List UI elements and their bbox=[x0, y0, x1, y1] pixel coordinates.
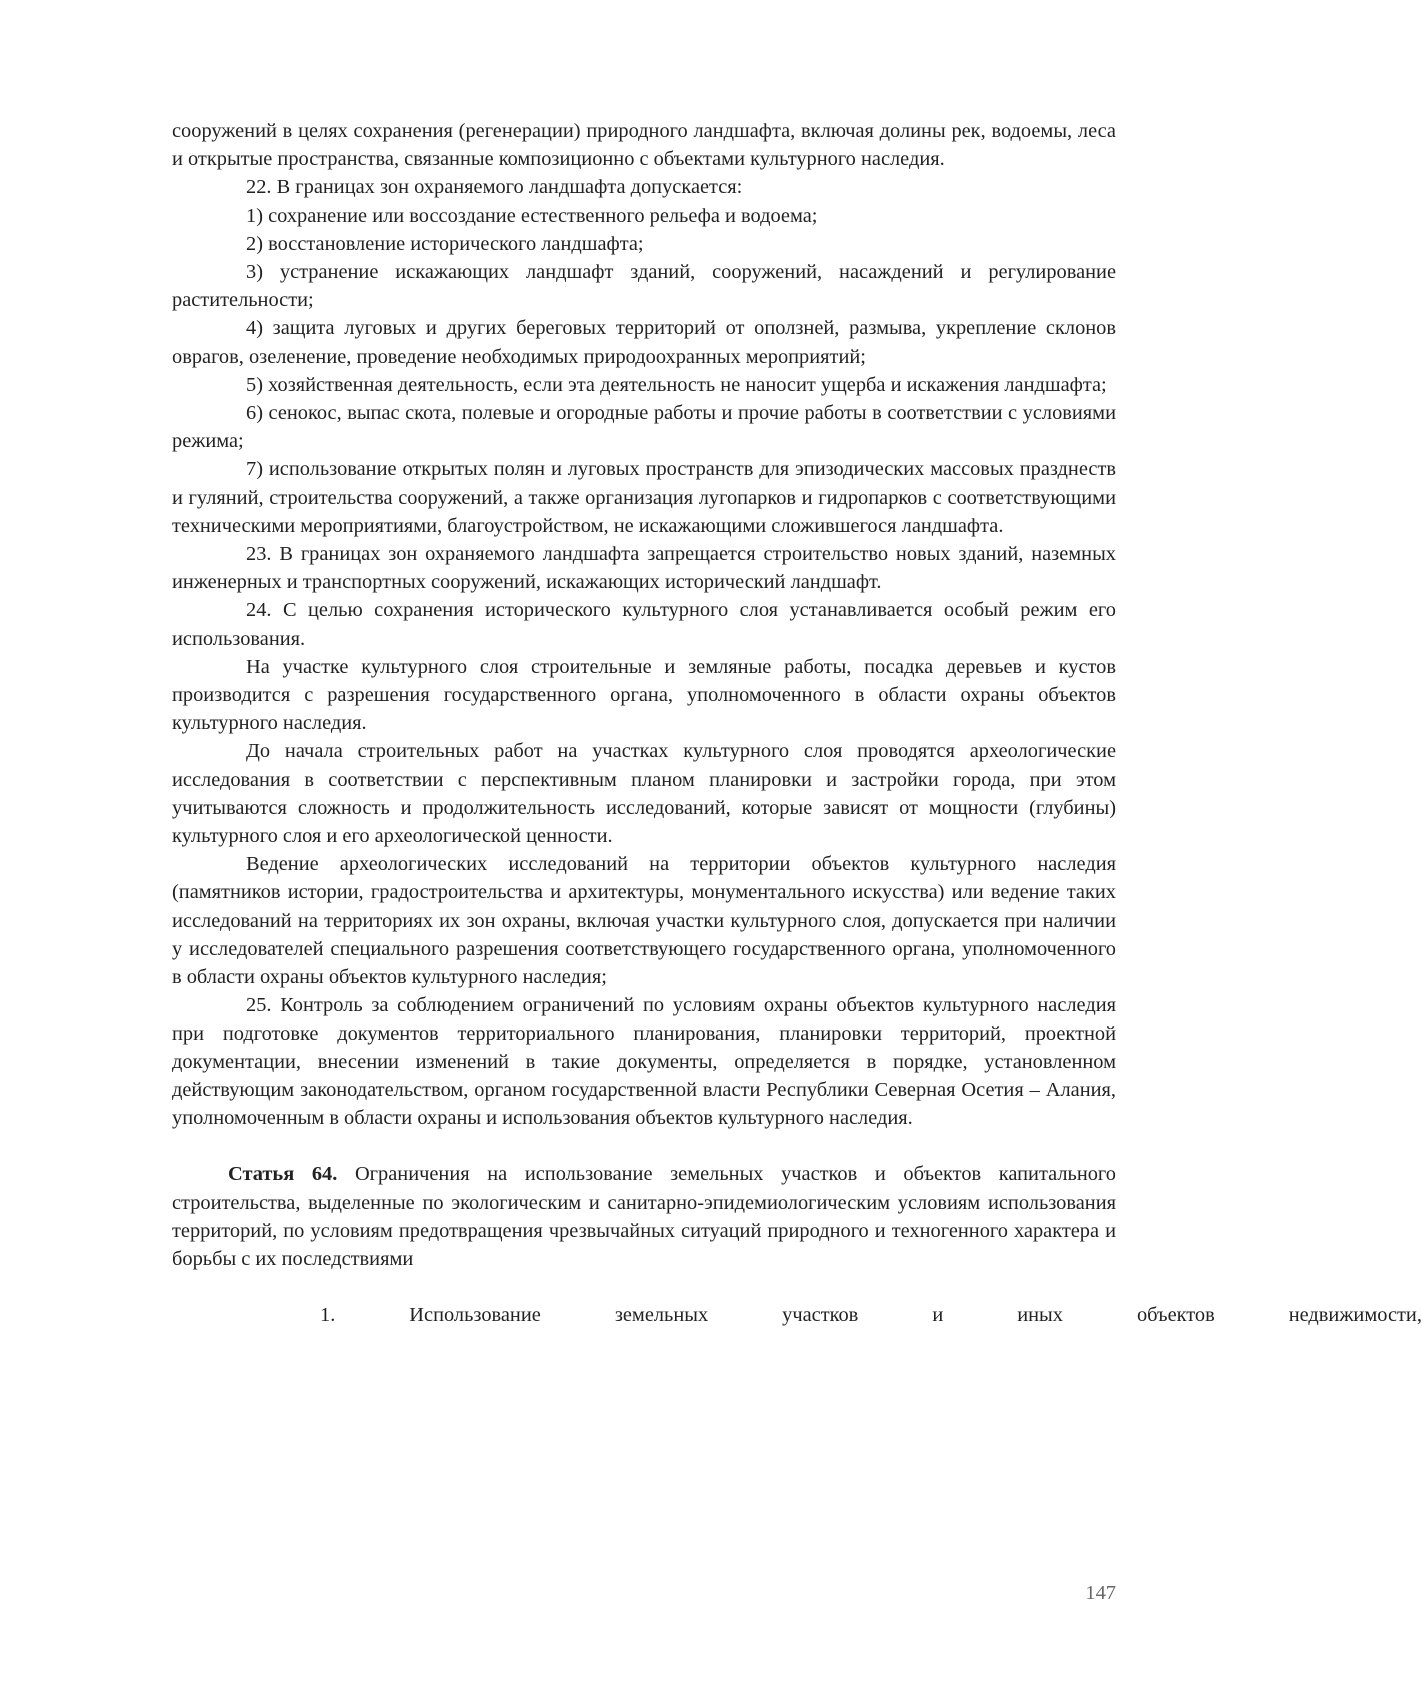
paragraph-25: 25. Контроль за соблюдением ограничений по условиям охраны объектов культурного наследия при подготовке документов территориального планирования, планировки территорий, проектной документации, внесении изменений в такие документы, определяется в порядке, установленном действующим законодательством, органом государственной власти Республики Северная Осетия – Алания, уполномоченным в области охраны и использования объектов культурного наследия. bbox=[172, 994, 1116, 1130]
paragraph-continuation: сооружений в целях сохранения (регенерации) природного ландшафта, включая долины рек, водоемы, леса и открытые пространства, связанные композиционно с объектами культурного наследия. bbox=[172, 120, 1116, 171]
list-item-2: 2) восстановление исторического ландшафта; bbox=[246, 232, 644, 255]
article-64-heading bbox=[172, 1160, 1116, 1273]
item-word: участков bbox=[782, 1304, 859, 1327]
spacer bbox=[172, 1132, 1116, 1160]
paragraph-22: 22. В границах зон охраняемого ландшафта допускается: bbox=[246, 176, 743, 199]
article-title: Ограничения на использование земельных участков и объектов капитального строительства, выделенные по экологическим и санитарно-эпидемиологическим условиям использования территорий, по условиям предотвращения чрезвычайных ситуаций природного и техногенного характера и борьбы с их последствиями bbox=[172, 1163, 1116, 1270]
item-number: 1. bbox=[320, 1304, 336, 1327]
list-item-1: 1) сохранение или воссоздание естественного рельефа и водоема; bbox=[246, 204, 818, 227]
paragraph-cultural-layer-works: На участке культурного слоя строительные и земляные работы, посадка деревьев и кустов производится с разрешения государственного органа, уполномоченного в области охраны объектов культурного наследия. bbox=[172, 655, 1116, 735]
spacer bbox=[172, 1273, 1116, 1301]
paragraph-research-permission: Ведение археологических исследований на территории объектов культурного наследия (памятников истории, градостроительства и архитектуры, монументального искусства) или ведение таких исследований на территориях их зон охраны, включая участки культурного слоя, допускается при наличии у исследователей специального разрешения соответствующего государственного органа, уполномоченного в области охраны объектов культурного наследия; bbox=[172, 853, 1116, 989]
item-word: объектов bbox=[1136, 1304, 1215, 1327]
list-item-5: 5) хозяйственная деятельность, если эта деятельность не наносит ущерба и искажения ландшафта; bbox=[246, 373, 1107, 396]
item-word: иных bbox=[1017, 1304, 1063, 1327]
item-word: недвижимости, bbox=[1288, 1304, 1422, 1327]
list-item-4: 4) защита луговых и других береговых территорий от оползней, размыва, укрепление склонов оврагов, озеленение, проведение необходимых природоохранных мероприятий; bbox=[172, 317, 1116, 368]
paragraph-23: 23. В границах зон охраняемого ландшафта запрещается строительство новых зданий, наземных инженерных и транспортных сооружений, искажающих исторический ландшафт. bbox=[172, 543, 1116, 594]
article-label: Статья 64. bbox=[228, 1163, 338, 1186]
document-page bbox=[172, 117, 1422, 1329]
list-item-7: 7) использование открытых полян и луговых пространств для эпизодических массовых празднеств и гуляний, строительства сооружений, а также организация лугопарков и гидропарков с соответствующими техническими мероприятиями, благоустройством, не искажающими сложившегося ландшафта. bbox=[172, 458, 1116, 537]
article-64-item-1 bbox=[172, 1301, 1422, 1329]
list-item-6: 6) сенокос, выпас скота, полевые и огородные работы и прочие работы в соответствии с условиями режима; bbox=[172, 402, 1116, 453]
item-word: Использование bbox=[409, 1304, 541, 1327]
paragraph-archaeological-research: До начала строительных работ на участках культурного слоя проводятся археологические исследования в соответствии с перспективным планом планировки и застройки города, при этом учитываются сложность и продолжительность исследований, которые зависят от мощности (глубины) культурного слоя и его археологической ценности. bbox=[172, 740, 1116, 848]
item-word: земельных bbox=[614, 1304, 709, 1327]
item-word: и bbox=[932, 1304, 944, 1327]
list-item-3: 3) устранение искажающих ландшафт зданий, сооружений, насаждений и регулирование растительности; bbox=[172, 261, 1116, 312]
page-number: 147 bbox=[1085, 1582, 1116, 1604]
paragraph-24: 24. С целью сохранения исторического культурного слоя устанавливается особый режим его использования. bbox=[172, 599, 1116, 650]
